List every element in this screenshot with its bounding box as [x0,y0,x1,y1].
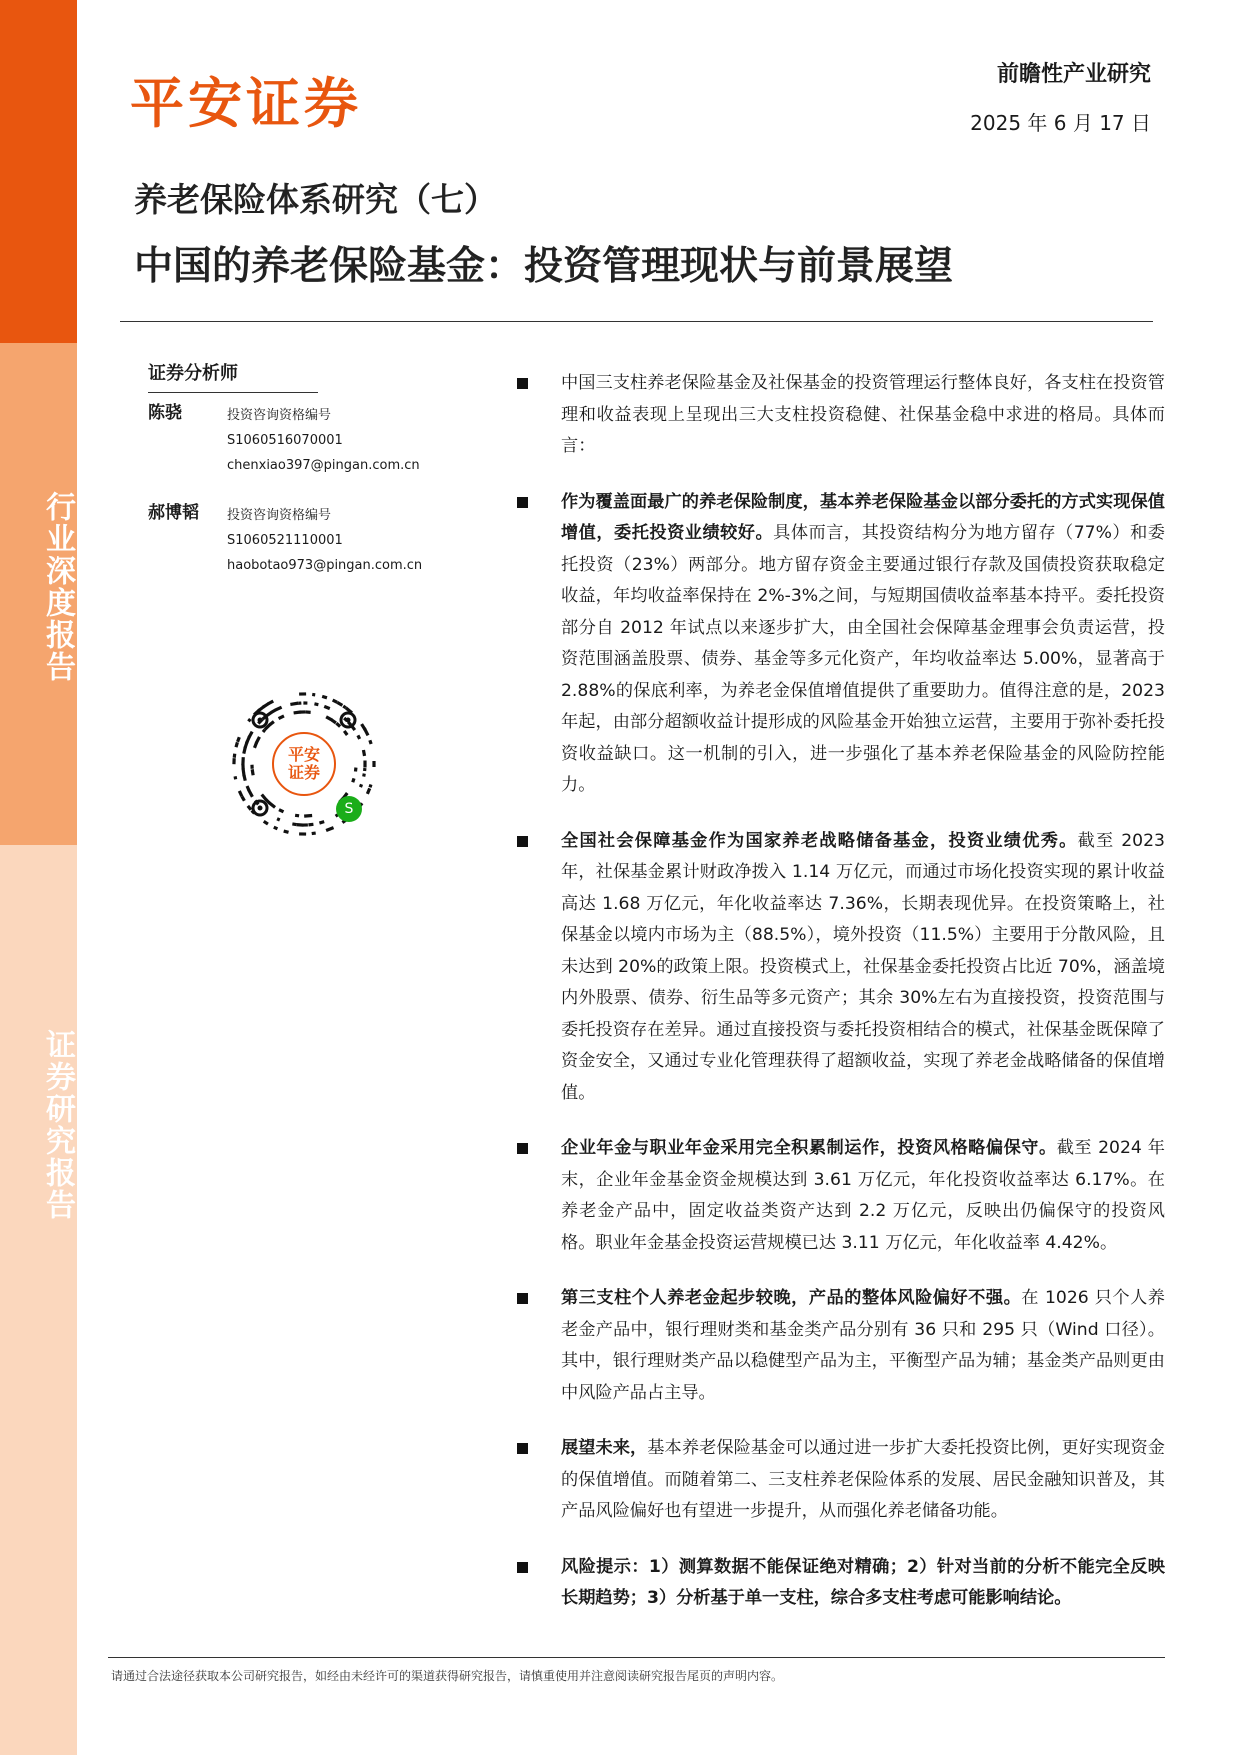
summary-bullet [517,1433,1165,1528]
analyst-email[interactable]: chenxiao397@pingan.com.cn [227,458,420,473]
square-bullet-icon [517,1293,528,1304]
side-band-bottom [0,845,77,1755]
report-category: 前瞻性产业研究 [996,62,1151,87]
bullet-body: 截至 2023 年，社保基金累计财政净拨入 1.14 万亿元，而通过市场化投资实现的累计收益高达 1.68 万亿元，年化收益率达 7.36%，长期表现优异。在投资策略上，社保基金以境内市场为主（88.5%），境外投资（11.5%）主要用于分散风险，且未达到 20%的政策上限。投资模式上，社保基金委托投资占比近 70%，涵盖境内外股票、债券、衍生品等多元资产；其余 30%左右为直接投资，投资范围与委托投资存在差异。通过直接投资与委托投资相结合的模式，社保基金既保障了资金安全，又通过专业化管理获得了超额收益，实现了养老金战略储备的保值增值。 [561,830,1165,1103]
bullet-lead: 展望未来， [561,1438,648,1458]
analyst-heading: 证券分析师 [148,360,318,393]
bullet-lead: 风险提示：1）测算数据不能保证绝对精确；2）针对当前的分析不能完全反映长期趋势；3）分析基于单一支柱，综合多支柱考虑可能影响结论。 [561,1556,1165,1608]
side-band-top [0,0,77,343]
analyst-info [227,503,422,578]
analyst-email[interactable]: haobotao973@pingan.com.cn [227,558,423,573]
cert-label: 投资咨询资格编号 [227,408,332,423]
bullet-lead: 作为覆盖面最广的养老保险制度，基本养老保险基金以部分委托的方式实现保值增值，委托投资业绩较好。 [561,491,1165,543]
report-date: 2025 年 6 月 17 日 [970,111,1151,135]
analyst-info [227,403,420,478]
summary-bullet [517,1133,1165,1259]
square-bullet-icon [517,497,528,508]
summary-bullet [517,1283,1165,1409]
footer-divider [108,1657,1165,1658]
header-divider [120,321,1153,322]
summary-bullet [517,1552,1165,1615]
summary-bullet [517,487,1165,802]
bullet-body: 中国三支柱养老保险基金及社保基金的投资管理运行整体良好，各支柱在投资管理和收益表现上呈现出三大支柱投资稳健、社保基金稳中求进的格局。具体而言： [561,373,1165,456]
square-bullet-icon [517,1443,528,1454]
cert-label: 投资咨询资格编号 [227,508,332,523]
mini-program-icon: S [336,796,362,822]
page-title: 中国的养老保险基金：投资管理现状与前景展望 [134,244,954,289]
bullet-lead: 全国社会保障基金作为国家养老战略储备基金，投资业绩优秀。 [561,830,1078,851]
bullet-body: 具体而言，其投资结构分为地方留存（77%）和委托投资（23%）两部分。地方留存资金主要通过银行存款及国债投资获取稳定收益，年均收益率保持在 2%-3%之间，与短期国债收益率基本持平。委托投资部分自 2012 年试点以来逐步扩大，由全国社会保障基金理事会负责运营，投资范围涵盖股票、债券、基金等多元化资产，年均收益率达 5.00%，显著高于 2.88%的保底利率，为养老金保值增值提供了重要助力。值得注意的是，2023 年起，由部分超额收益计提形成的风险基金开始独立运营，主要用于弥补委托投资收益缺口。这一机制的引入，进一步强化了基本养老保险基金的风险防控能力。 [561,523,1165,795]
qr-center-logo [272,732,336,796]
square-bullet-icon [517,378,528,389]
side-tab-report-type: 行业深度报告 [40,491,75,683]
square-bullet-icon [517,836,528,847]
bullet-lead: 第三支柱个人养老金起步较晚，产品的整体风险偏好不强。 [561,1288,1022,1308]
qr-code [230,690,378,838]
qr-logo-line1: 平安 [287,745,320,764]
series-title: 养老保险体系研究（七） [134,180,497,219]
bullet-body: 在 1026 只个人养老金产品中，银行理财类和基金类产品分别有 36 只和 295 只（Wind 口径）。其中，银行理财类产品以稳健型产品为主，平衡型产品为辅；基金类产品则更由中风险产品占主导。 [561,1288,1165,1403]
square-bullet-icon [517,1143,528,1154]
square-bullet-icon [517,1562,528,1573]
brand-logo: 平安证券 [130,72,362,135]
summary-bullets [517,368,1165,1639]
cert-number: S1060516070001 [227,433,343,448]
cert-number: S1060521110001 [227,533,343,548]
qr-logo-line2: 证券 [287,763,320,782]
bullet-body: 截至 2024 年末，企业年金基金资金规模达到 3.61 万亿元，年化投资收益率达 6.17%。在养老金产品中，固定收益类资产达到 2.2 万亿元，反映出仍偏保守的投资风格。职业年金基金投资运营规模已达 3.11 万亿元，年化收益率 4.42%。 [561,1138,1165,1253]
bullet-lead: 企业年金与职业年金采用完全积累制运作，投资风格略偏保守。 [561,1138,1057,1158]
side-tab-research-report: 证券研究报告 [40,1029,75,1221]
summary-bullet [517,368,1165,463]
summary-bullet [517,826,1165,1110]
analyst-name: 陈骁 [148,403,182,423]
analyst-name: 郝博韬 [148,503,199,523]
bullet-body: 基本养老保险基金可以通过进一步扩大委托投资比例，更好实现资金的保值增值。而随着第二、三支柱养老保险体系的发展、居民金融知识普及，其产品风险偏好也有望进一步提升，从而强化养老储备功能。 [561,1438,1165,1521]
footer-disclaimer: 请通过合法途径获取本公司研究报告，如经由未经许可的渠道获得研究报告，请慎重使用并注意阅读研究报告尾页的声明内容。 [111,1669,784,1683]
